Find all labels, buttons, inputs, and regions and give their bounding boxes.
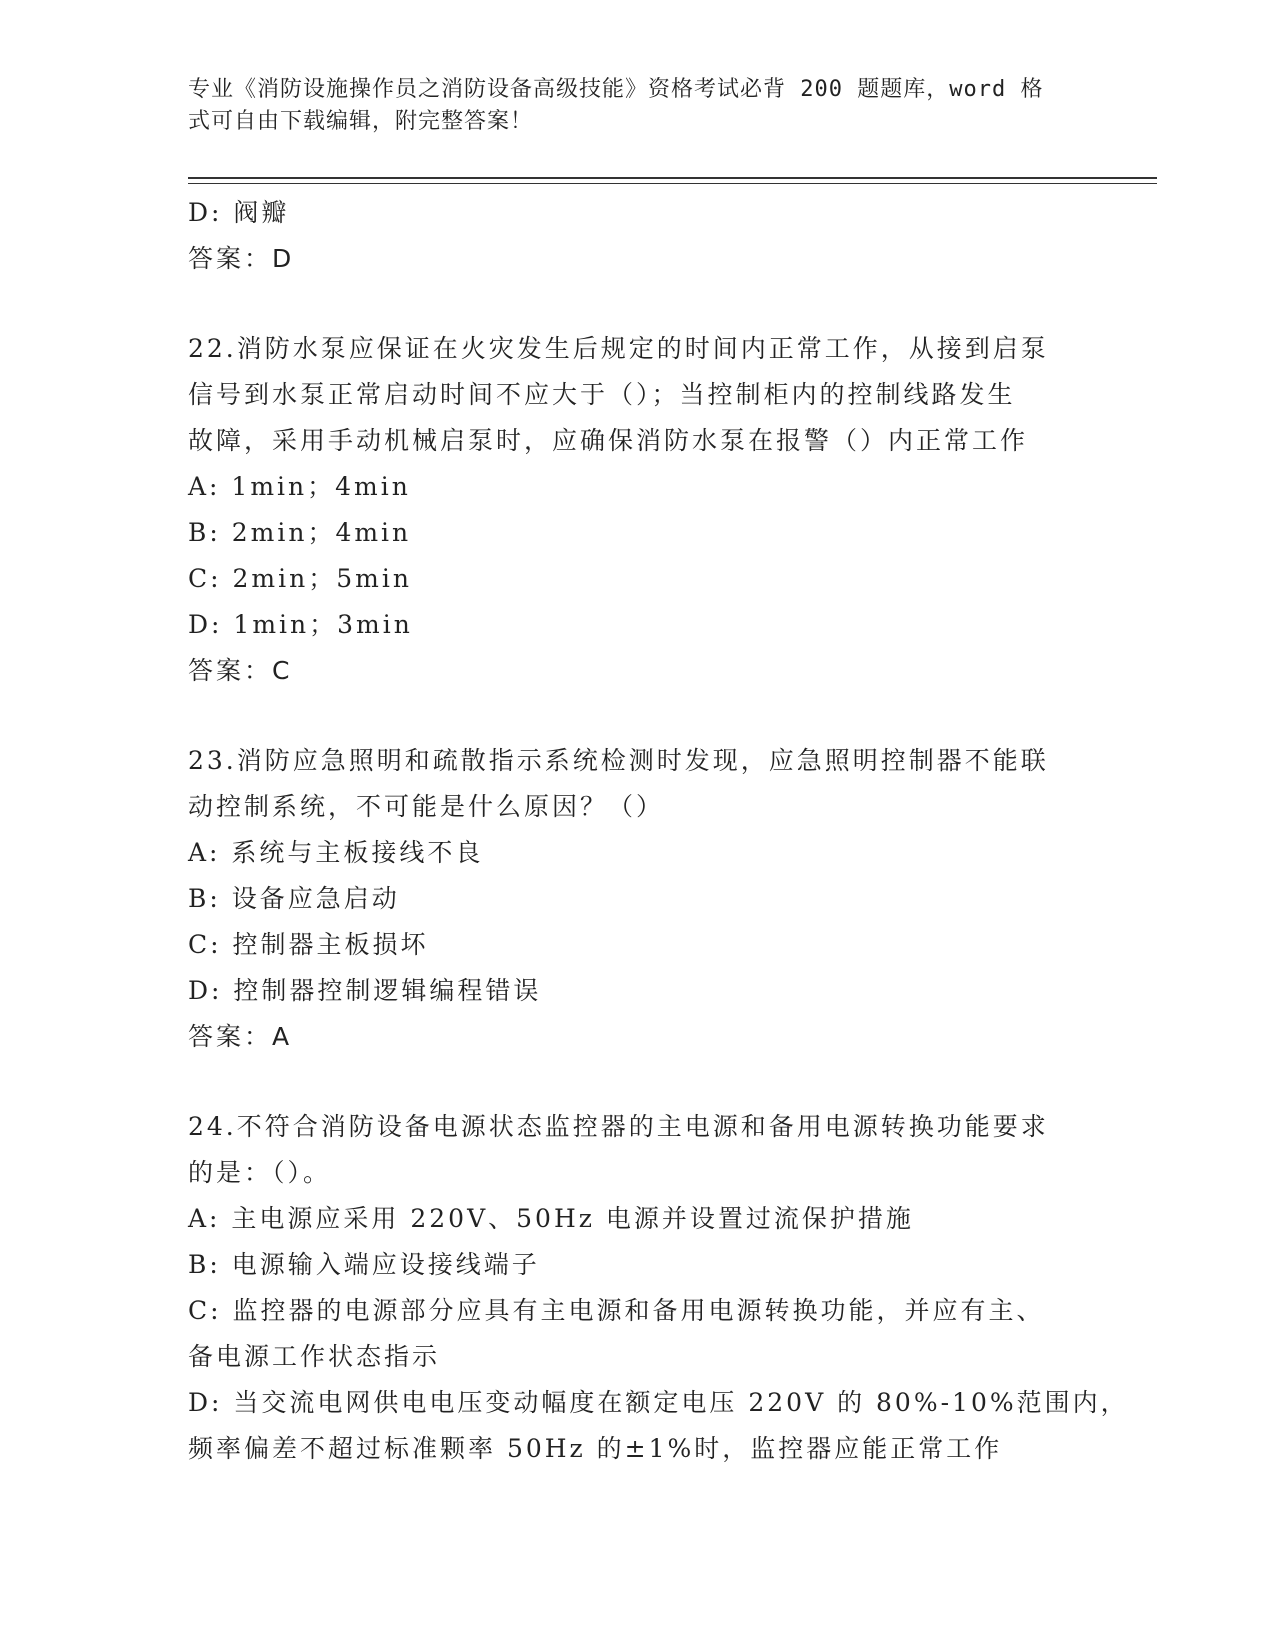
option-d: D: 阀瓣 — [188, 198, 290, 227]
option-d-continued: 频率偏差不超过标准颗率 50Hz 的±1%时，监控器应能正常工作 — [188, 1434, 1003, 1463]
answer-line: 答案：D — [188, 244, 295, 273]
header-rule-thick — [188, 177, 1157, 179]
option-c-continued: 备电源工作状态指示 — [188, 1342, 441, 1371]
question-text-line: 动控制系统，不可能是什么原因？（） — [188, 792, 665, 821]
header-line-1: 专业《消防设施操作员之消防设备高级技能》资格考试必背 200 题题库，word 格 — [188, 77, 1044, 102]
question-text-line: 故障，采用手动机械启泵时，应确保消防水泵在报警（）内正常工作 — [188, 426, 1029, 455]
question-content — [188, 190, 1129, 1472]
option-a: A: 系统与主板接线不良 — [188, 838, 484, 867]
previous-question-tail — [188, 190, 1088, 282]
question-text-line: 23.消防应急照明和疏散指示系统检测时发现，应急照明控制器不能联 — [188, 746, 1049, 775]
question-24 — [188, 1104, 1129, 1472]
answer-line: 答案：A — [188, 1022, 293, 1051]
header-line-2: 式可自由下载编辑，附完整答案！ — [188, 109, 534, 134]
header-rule-thin — [188, 183, 1157, 184]
option-d: D: 控制器控制逻辑编程错误 — [188, 976, 542, 1005]
question-23 — [188, 738, 1088, 1060]
option-a: A: 1min；4min — [188, 472, 411, 501]
question-text-line: 的是：（）。 — [188, 1158, 332, 1187]
page-header — [188, 74, 1068, 138]
option-b: B: 电源输入端应设接线端子 — [188, 1250, 540, 1279]
option-b: B: 设备应急启动 — [188, 884, 400, 913]
option-b: B: 2min；4min — [188, 518, 412, 547]
answer-line: 答案：C — [188, 656, 293, 685]
question-text-line: 22.消防水泵应保证在火灾发生后规定的时间内正常工作，从接到启泵 — [188, 334, 1049, 363]
question-22 — [188, 326, 1088, 694]
option-a: A: 主电源应采用 220V、50Hz 电源并设置过流保护措施 — [188, 1204, 914, 1233]
option-c: C: 监控器的电源部分应具有主电源和备用电源转换功能，并应有主、 — [188, 1296, 1045, 1325]
option-c: C: 2min；5min — [188, 564, 412, 593]
option-d: D: 1min；3min — [188, 610, 413, 639]
option-c: C: 控制器主板损坏 — [188, 930, 429, 959]
question-text-line: 信号到水泵正常启动时间不应大于（）；当控制柜内的控制线路发生 — [188, 380, 1016, 409]
question-text-line: 24.不符合消防设备电源状态监控器的主电源和备用电源转换功能要求 — [188, 1112, 1049, 1141]
option-d: D: 当交流电网供电电压变动幅度在额定电压 220V 的 80%-10%范围内， — [188, 1388, 1129, 1417]
